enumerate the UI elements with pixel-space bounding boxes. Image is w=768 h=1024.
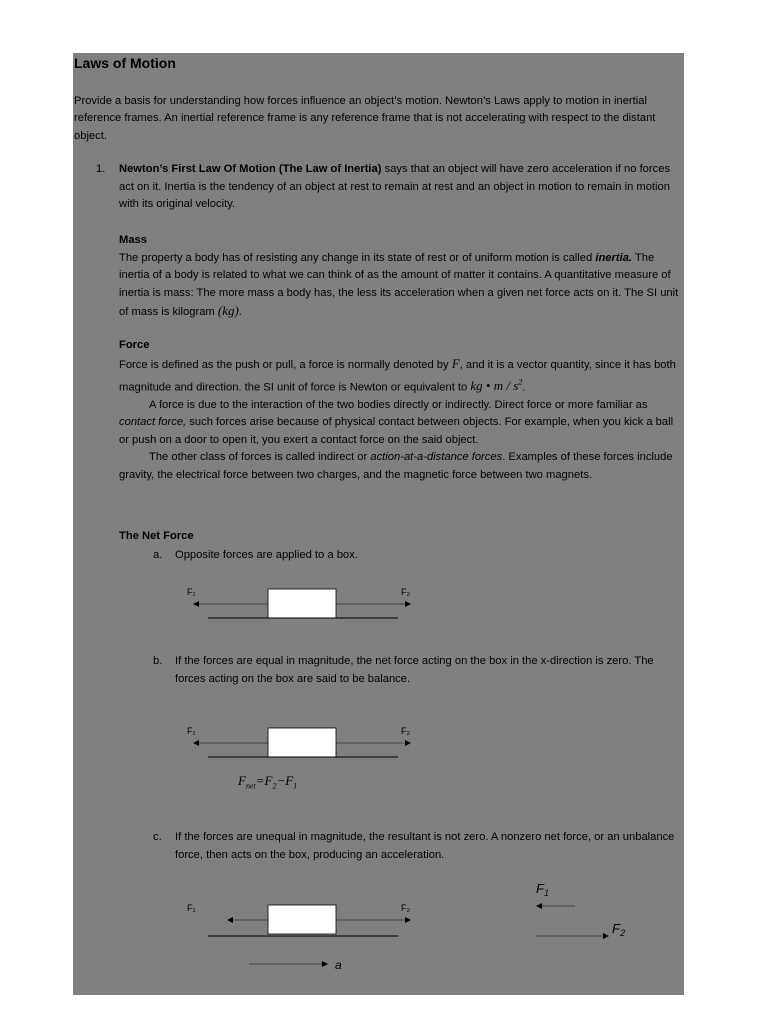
f2-arrowhead bbox=[405, 740, 411, 746]
f1-vector-head bbox=[536, 903, 542, 909]
box bbox=[268, 728, 336, 757]
f2-arrowhead bbox=[405, 601, 411, 607]
list-number: 1. bbox=[96, 163, 106, 175]
diagram-balanced-forces bbox=[183, 722, 423, 762]
newton-unit: kg • m / $s^2$ bbox=[470, 378, 523, 394]
mass-paragraph: The property a body has of resisting any change in its state of rest or of uniform motion is called inertia. The inertia of a body is related to what we can think of as the amount of matter it contains. A quantitative measure of inertia is mass: The more mass a body has, the less its acceleration when a given net force acts on it. The SI unit of mass is kilogram (kg). bbox=[119, 251, 679, 318]
page-title: Laws of Motion bbox=[74, 55, 176, 71]
f2-arrowhead bbox=[405, 917, 411, 923]
force-heading: Force bbox=[119, 339, 150, 351]
box bbox=[268, 589, 336, 618]
f1-label: F₁ bbox=[187, 903, 196, 913]
mass-heading: Mass bbox=[119, 234, 147, 246]
inertia-term: inertia. bbox=[595, 251, 633, 264]
net-force-formula: $F_{net}=F_2-F_1$ bbox=[238, 773, 298, 791]
f1-arrowhead bbox=[193, 601, 199, 607]
force-section bbox=[119, 337, 681, 484]
intro-paragraph: Provide a basis for understanding how forces influence an object’s motion. Newton’s Laws apply to motion in inertial reference frames. An inertial reference frame is any reference frame that is not accelerating with respect to the distant object. bbox=[74, 95, 656, 142]
f1-label: F₁ bbox=[187, 587, 196, 597]
acceleration-arrowhead bbox=[322, 961, 328, 967]
contact-force-term: contact force, bbox=[119, 416, 187, 429]
diagram-unbalanced-forces bbox=[183, 899, 423, 979]
f1-label: F₁ bbox=[187, 726, 196, 736]
diagram-opposite-forces bbox=[183, 583, 423, 623]
force-paragraph-1: Force is defined as the push or pull, a force is normally denoted by F, and it is a vector quantity, since it has both magnitude and direction. the SI unit of force is Newton or equivalent to kg • m / $s^2$. bbox=[119, 355, 676, 394]
mass-section bbox=[119, 232, 681, 322]
kg-unit: (kg) bbox=[217, 303, 239, 318]
f1-vector-label: $F_1$ bbox=[536, 881, 549, 898]
force-paragraph-2: A force is due to the interaction of the two bodies directly or indirectly. Direct force or more familiar as contact force, such forces arise because of physical contact between objects. For example, when you kick a ball or push on a door to open it, you exert a contact force on the said object. bbox=[119, 398, 674, 446]
force-paragraph-3: The other class of forces is called indirect or action-at-a-distance forces. Examples of these forces include gravity, the electrical force between two charges, and the magnetic force between two magnets. bbox=[119, 451, 673, 481]
document-page: Laws of Motion Provide a basis for understanding how forces influence an object’s motion. Newton’s Laws apply to motion in inertial reference frames. An inertial reference frame is any reference frame that is not accelerating with respect to the distant object. 1. Newton’s First Law Of Motion (The Law of Inertia) says that an object will have zero acceleration if no forces act on it. Inertia is the tendency of an object at rest to remain at rest and an object in motion to remain in motion with its original velocity. Mass The property a body has of resisting any change in its state of rest or of uniform motion is called inertia. The inertia of a body is related to what we can think of as the amount of matter it contains. A quantitative measure of inertia is mass: The more mass a body has, the less its acceleration when a given net force acts on it. The SI unit of mass is kilogram (kg). Force Force is defined as the push or pull, a force is normally denoted by F, and it is a vector quantity, since it has both magnitude and direction. the SI unit of force is Newton or equivalent to kg • m / $s^2$. A force is due to the interaction of the two bodies directly or indirectly. Direct force or more familiar as contact force, such forces arise because of physical contact between objects. For example, when you kick a ball or push on a door to open it, you exert a contact force on the said object. The other class of forces is called indirect or action-at-a-distance forces. Examples of these forces include gravity, the electrical force between two charges, and the magnetic force between two magnets. The Net Force a. Opposite forces are applied to a box. F₁ F₂ b. If the forces are equal in magnitude, the net force acting on the box in the x-direction is zero. The forces acting on the box are said to be balance. F₁ F₂ $F_{net}=F_2-F_1$ c. If the forces are unequal in magnitude, the resultant is not zero. A nonzero net force, or an unbalance force, then acts on the box, producing an acceleration. F₁ F₂ a $F_1$ $F_2$ bbox=[73, 53, 684, 995]
law1-body bbox=[119, 161, 681, 214]
action-at-distance-term: action-at-a-distance forces bbox=[370, 451, 503, 464]
acceleration-label: a bbox=[335, 958, 342, 972]
force-symbol: F bbox=[451, 355, 460, 371]
f1-arrowhead bbox=[193, 740, 199, 746]
force-vector-diagram bbox=[528, 875, 638, 945]
f1-arrowhead bbox=[227, 917, 233, 923]
f2-label: F₂ bbox=[401, 903, 410, 913]
f2-vector-head bbox=[603, 933, 609, 939]
net-force-heading: The Net Force bbox=[119, 530, 194, 542]
f2-label: F₂ bbox=[401, 726, 410, 736]
law1-heading: Newton’s First Law Of Motion (The Law of Inertia) bbox=[119, 163, 382, 175]
box bbox=[268, 905, 336, 934]
f2-label: F₂ bbox=[401, 587, 410, 597]
f2-vector-label: $F_2$ bbox=[612, 921, 625, 938]
law1-text: says that an object will have zero acceleration if no forces act on it. Inertia is the tendency of an object at rest to remain at rest and an object in motion to remain in motion with its original velocity. bbox=[119, 163, 671, 210]
